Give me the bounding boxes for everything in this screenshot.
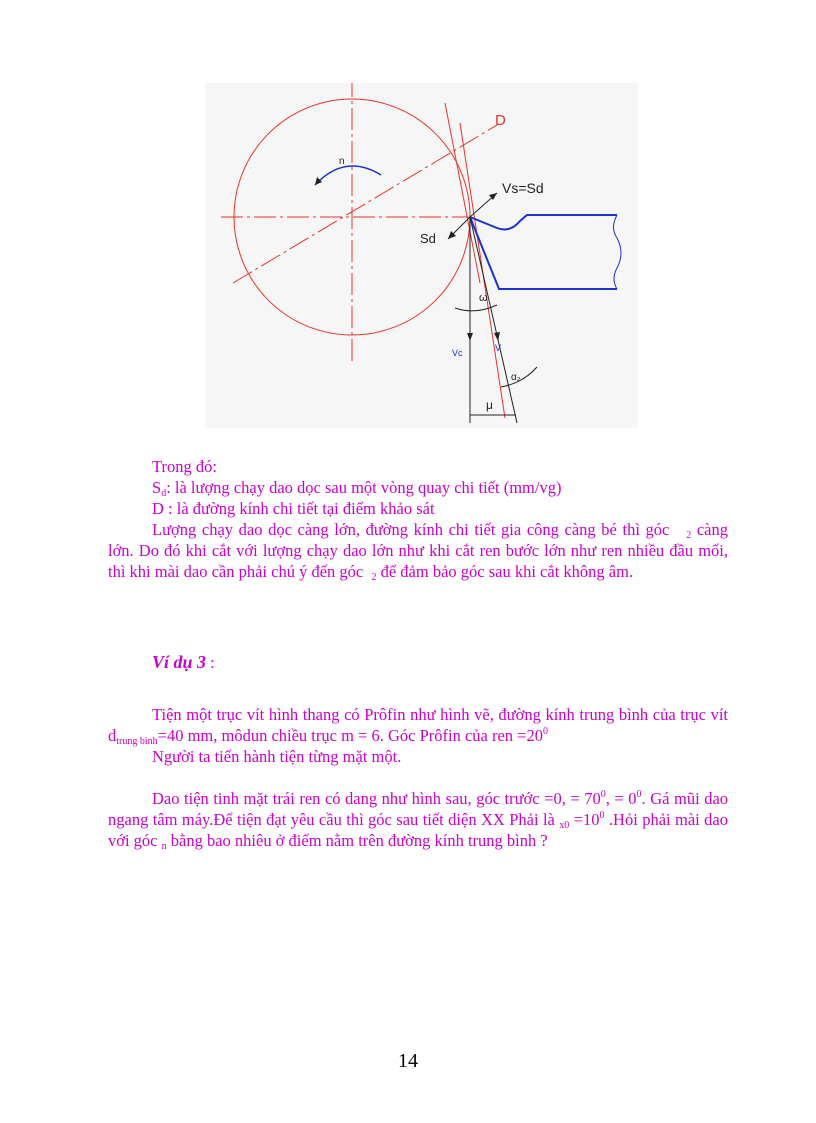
- vc-arrowhead: [467, 333, 473, 341]
- tool-break-line: [614, 215, 622, 289]
- tangent-line: [445, 103, 480, 283]
- trong-do: Trong đó:: [152, 457, 217, 476]
- v-line: [470, 217, 517, 423]
- D-label: D: [495, 112, 506, 129]
- alpha-label: α₂: [511, 372, 521, 383]
- tool-flank: [470, 217, 617, 289]
- sd-definition: $S_d$: là lượng chạy dao dọc sau một vòng quay chi tiết (mm/vg): [152, 478, 562, 499]
- rotation-arrowhead: [315, 177, 322, 185]
- v-arrowhead: [494, 332, 500, 341]
- body-text: [108, 456, 728, 582]
- diameter-line: [233, 125, 497, 283]
- rotation-arrow: [315, 166, 381, 185]
- cutting-diagram-svg: [205, 83, 638, 428]
- paragraph-1: Lượng chạy dao dọc càng lớn, đường kính chi tiết gia công càng bé thì góc $_2$ càng lớn. Do đó khi cắt với lượng chạy dao lớn như khi cắt ren bước lớn như ren nhiều đầu mối, thì khi mài dao cần phải chú ý đến góc $_2$ để đảm bảo góc sau khi cắt không âm.: [108, 520, 729, 583]
- page-number: 14: [398, 1050, 418, 1072]
- d-definition: D : là đường kính chi tiết tại điểm khảo sát: [152, 499, 435, 518]
- example-title: Ví dụ 3: [152, 652, 207, 672]
- omega-label: ω: [479, 292, 488, 304]
- example-text: [108, 704, 728, 851]
- example-heading: Ví dụ 3 :: [152, 652, 215, 672]
- tool-outline: [470, 215, 617, 229]
- example-para-3: Dao tiện tinh mặt trái ren có dang như hình sau, góc trước =0, = $70^0$, = $0^0$. Gá mũi dao ngang tâm máy.Để tiện đạt yêu cầu thì góc sau tiết diện XX Phải là $_{x0} =10^0$ .Hỏi phải mài dao với góc $_n$ bằng bao nhiêu ở điểm nằm trên đường kính trung bình ?: [108, 789, 729, 852]
- vs-sd-label: Vs=Sd: [502, 180, 544, 196]
- sd-label: Sd: [420, 231, 436, 246]
- example-para-2: Người ta tiến hành tiện từng mặt một.: [152, 747, 402, 766]
- mu-label: μ: [486, 398, 493, 412]
- v-label: V: [495, 343, 502, 353]
- cutting-diagram: [205, 83, 638, 428]
- example-para-1: Tiện một trục vít hình thang có Prôfin như hình vẽ, đường kính trung bình của trục vít $d_{trung bình}=40$ mm, môdun chiều trục m = 6. Góc Prôfin của ren $=20^0$: [108, 705, 728, 747]
- vc-label: Vc: [452, 348, 463, 358]
- n-label: n: [339, 156, 345, 167]
